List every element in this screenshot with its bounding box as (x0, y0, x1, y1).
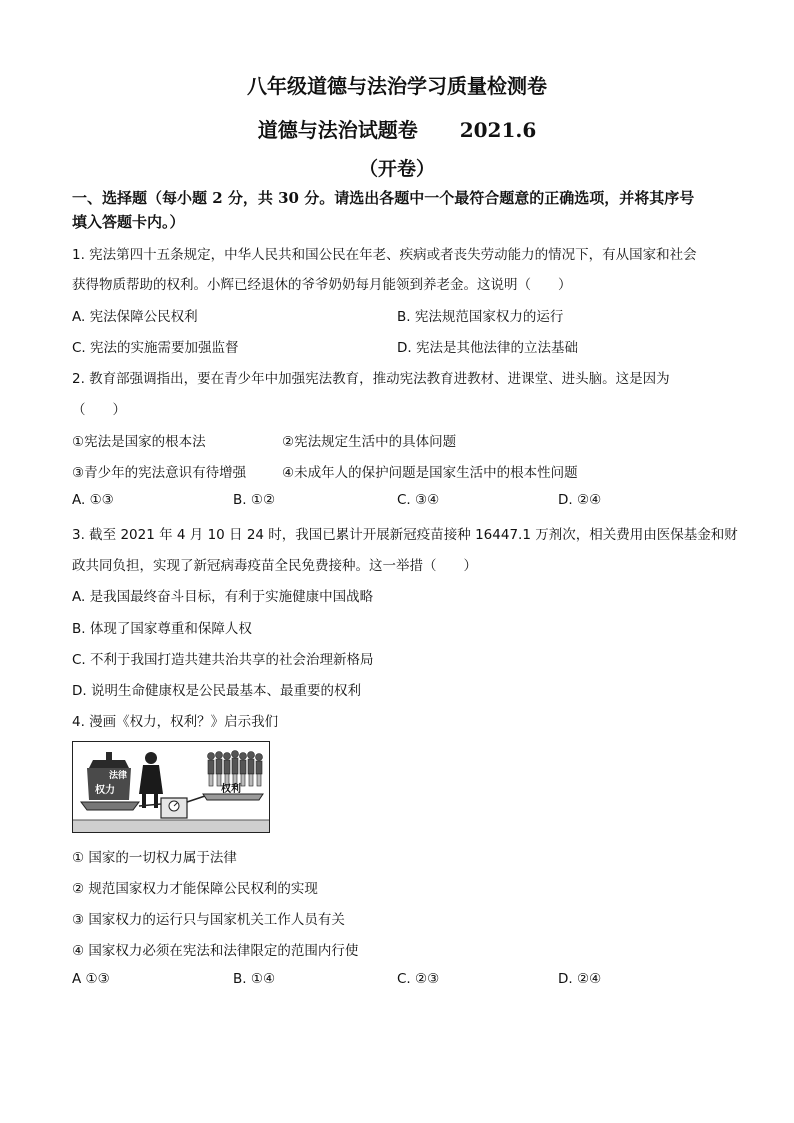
q2-option-d: D. ②④ (558, 492, 602, 508)
q3-stem-line2: 政共同负担，实现了新冠病毒疫苗全民免费接种。这一举措（ ） (72, 558, 477, 574)
cartoon-label-power: 权力 (95, 785, 115, 796)
q2-stem-line1: 2. 教育部强调指出，要在青少年中加强宪法教育，推动宪法教育进教材、进课堂、进头脑。这是因为 (72, 371, 670, 387)
q1-stem-line2: 获得物质帮助的权利。小辉已经退休的爷爷奶奶每月能领到养老金。这说明（ ） (72, 277, 572, 293)
q4-option-a: A ①③ (72, 971, 110, 987)
q2-option-c: C. ③④ (397, 492, 440, 508)
exam-year: 2021.6 (459, 118, 537, 142)
q4-stem: 4. 漫画《权力，权利？》启示我们 (72, 714, 279, 730)
q2-statement-2: ②宪法规定生活中的具体问题 (282, 434, 457, 450)
exam-note: （开卷） (358, 158, 435, 180)
subtitle-text: 道德与法治试题卷 (257, 118, 418, 142)
q2-stem-line2: （ ） (72, 402, 126, 418)
q3-option-d: D. 说明生命健康权是公民最基本、最重要的权利 (72, 683, 361, 699)
q4-statement-1: ① 国家的一切权力属于法律 (72, 850, 237, 866)
q2-statement-1: ①宪法是国家的根本法 (72, 434, 206, 450)
page-title: 八年级道德与法治学习质量检测卷 (247, 74, 547, 98)
q4-option-b: B. ①④ (233, 971, 276, 987)
q4-option-d: D. ②④ (558, 971, 602, 987)
q2-statement-4: ④未成年人的保护问题是国家生活中的根本性问题 (282, 465, 578, 481)
q4-statement-2: ② 规范国家权力才能保障公民权利的实现 (72, 881, 318, 897)
q2-option-a: A. ①③ (72, 492, 114, 508)
q1-option-d: D. 宪法是其他法律的立法基础 (397, 340, 578, 356)
q1-stem-line1: 1. 宪法第四十五条规定，中华人民共和国公民在年老、疾病或者丧失劳动能力的情况下，有从国家和社会 (72, 247, 697, 263)
cartoon-label-law: 法律 (109, 771, 128, 781)
q4-statement-3: ③ 国家权力的运行只与国家机关工作人员有关 (72, 912, 345, 928)
q4-option-c: C. ②③ (397, 971, 440, 987)
q3-option-b: B. 体现了国家尊重和保障人权 (72, 621, 252, 637)
q3-option-c: C. 不利于我国打造共建共治共享的社会治理新格局 (72, 652, 374, 668)
q1-option-b: B. 宪法规范国家权力的运行 (397, 309, 564, 325)
q1-option-a: A. 宪法保障公民权利 (72, 309, 198, 325)
q3-stem-line1: 3. 截至 2021 年 4 月 10 日 24 时，我国已累计开展新冠疫苗接种 16447.1 万剂次，相关费用由医保基金和财 (72, 527, 738, 543)
balance-scale-cartoon (72, 741, 270, 833)
q2-statement-3: ③青少年的宪法意识有待增强 (72, 465, 247, 481)
q1-option-c: C. 宪法的实施需要加强监督 (72, 340, 239, 356)
q3-option-a: A. 是我国最终奋斗目标，有利于实施健康中国战略 (72, 589, 374, 605)
q4-statement-4: ④ 国家权力必须在宪法和法律限定的范围内行使 (72, 943, 359, 959)
section-heading-line2: 填入答题卡内。） (72, 213, 185, 231)
q2-option-b: B. ①② (233, 492, 276, 508)
section-heading (72, 186, 732, 234)
section-heading-line1: 一、选择题（每小题 2 分，共 30 分。请选出各题中一个最符合题意的正确选项，并将其序号 (72, 189, 695, 207)
cartoon-label-rights: 权利 (221, 784, 241, 795)
page-subtitle (0, 114, 794, 143)
balance-scale-illustration (73, 742, 269, 832)
